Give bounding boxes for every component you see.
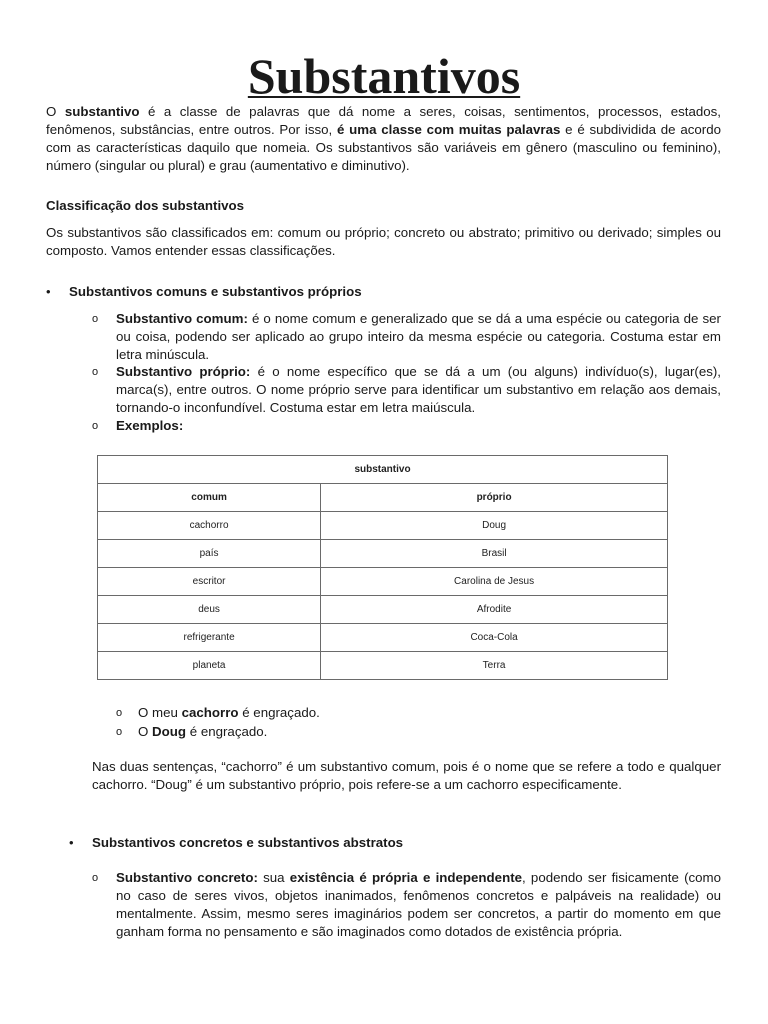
table-row — [98, 568, 668, 596]
intro-text-2: é a classe de palavras que dá nome a seres, coisas, sentimentos, processos, estados, fenômenos, substâncias, entre outros. Por isso, — [46, 104, 721, 137]
section-2-heading: Substantivos concretos e substantivos abstratos — [92, 835, 404, 850]
example-sentence-1 — [138, 704, 320, 722]
proprio-definition — [116, 363, 721, 417]
sentence-2-pre: O — [138, 724, 153, 739]
intro-bold-classe: é uma classe com muitas palavras — [336, 122, 561, 137]
table-cell-comum: cachorro — [98, 512, 321, 540]
classification-heading: Classificação dos substantivos — [46, 198, 245, 213]
sentence-1-post: é engraçado. — [238, 705, 320, 720]
column-header-proprio: próprio — [321, 484, 668, 512]
page-title: Substantivos — [247, 48, 521, 104]
table-row — [98, 540, 668, 568]
sub-bullet-sentence-1: o — [116, 707, 123, 719]
table-cell-comum: escritor — [98, 568, 321, 596]
classification-paragraph: Os substantivos são classificados em: comum ou próprio; concreto ou abstrato; primitivo ou derivado; simples ou composto. Vamos entender essas classificações. — [46, 225, 721, 258]
table-cell-proprio: Afrodite — [321, 596, 668, 624]
sub-bullet-comum: o — [92, 313, 99, 325]
intro-text-1: O — [46, 104, 65, 119]
bullet-section-1: • — [46, 284, 51, 299]
table-cell-proprio: Carolina de Jesus — [321, 568, 668, 596]
concreto-definition — [116, 869, 721, 941]
sentence-1-pre: O meu — [138, 705, 182, 720]
explanation-paragraph: Nas duas sentenças, “cachorro” é um substantivo comum, pois é o nome que se refere a todo e qualquer cachorro. “Doug” é um substantivo próprio, pois refere-se a um cachorro especificamente. — [92, 759, 721, 792]
proprio-text: é o nome específico que se dá a um (ou alguns) indivíduo(s), lugar(es), marca(s), entre outros. O nome próprio serve para identificar um substantivo em relação aos demais, tornando-o inconfundível. Costuma estar em letra maiúscula. — [116, 364, 722, 415]
section-1-heading: Substantivos comuns e substantivos próprios — [69, 284, 362, 299]
table-cell-comum: planeta — [98, 652, 321, 680]
sub-bullet-exemplos: o — [92, 420, 99, 432]
table-cell-proprio: Doug — [321, 512, 668, 540]
table-cell-comum: deus — [98, 596, 321, 624]
table-cell-proprio: Terra — [321, 652, 668, 680]
sub-bullet-concreto: o — [92, 872, 99, 884]
sentence-1-bold: cachorro — [181, 705, 239, 720]
concreto-label: Substantivo concreto: — [116, 870, 258, 885]
intro-paragraph — [46, 103, 721, 175]
table-row — [98, 624, 668, 652]
comum-text: é o nome comum e generalizado que se dá a uma espécie ou categoria de ser ou coisa, podendo ser aplicado ao grupo inteiro da mesma espécie ou categoria. Costuma estar em letra minúscula. — [116, 311, 721, 362]
table-cell-comum: refrigerante — [98, 624, 321, 652]
column-header-comum: comum — [98, 484, 321, 512]
table-cell-proprio: Coca-Cola — [321, 624, 668, 652]
table-title: substantivo — [98, 456, 668, 484]
concreto-bold: existência é própria e independente — [289, 870, 523, 885]
proprio-label: Substantivo próprio: — [116, 364, 251, 379]
exemplos-label: Exemplos: — [116, 418, 184, 433]
table-cell-proprio: Brasil — [321, 540, 668, 568]
comum-definition — [116, 310, 721, 364]
table-row — [98, 652, 668, 680]
concreto-text: , podendo ser fisicamente (como no caso de seres vivos, objetos inanimados, fenômenos concretos e palpáveis na realidade) ou mentalmente. Assim, mesmo seres imaginários podem ser concretos, a partir do momento em que ganham forma no pensamento e são imaginados como dotados de existência própria. — [116, 870, 722, 939]
table-cell-comum: país — [98, 540, 321, 568]
bullet-section-2: • — [69, 835, 74, 850]
intro-bold-substantivo: substantivo — [64, 104, 140, 119]
sub-bullet-sentence-2: o — [116, 726, 123, 738]
comum-label: Substantivo comum: — [116, 311, 248, 326]
sentence-2-bold: Doug — [152, 724, 187, 739]
intro-text-3: e é subdividida de acordo com as características daquilo que nomeia. Os substantivos são variáveis em gênero (masculino ou feminino), número (singular ou plural) e grau (aumentativo e diminutivo). — [46, 122, 721, 173]
table-header-row — [98, 484, 668, 512]
table-row — [98, 512, 668, 540]
sentence-2-post: é engraçado. — [186, 724, 268, 739]
table-row — [98, 596, 668, 624]
sub-bullet-proprio: o — [92, 366, 99, 378]
example-sentence-2 — [138, 723, 267, 741]
examples-table — [97, 455, 668, 680]
concreto-pre: sua — [257, 870, 290, 885]
table-title-row — [98, 456, 668, 484]
